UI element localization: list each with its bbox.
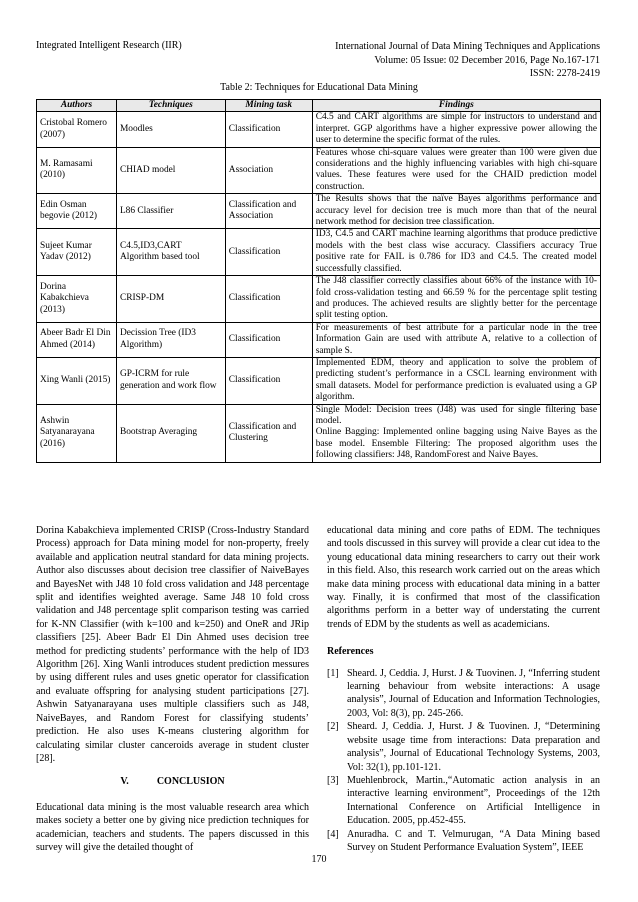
section-number: V.: [120, 776, 129, 788]
cell-technique: C4.5,ID3,CART Algorithm based tool: [116, 229, 225, 276]
cell-author: Sujeet Kumar Yadav (2012): [37, 229, 117, 276]
reference-text: Muehlenbrock, Martin.,“Automatic action analysis in an interactive learning environment”, Proceedings of the 12th International Conference on Artificial Intelligence in Education. 2005, pp.452-455.: [347, 774, 600, 827]
table-row: [37, 147, 601, 194]
col-header-mining-task: Mining task: [225, 100, 312, 112]
reference-item: [327, 774, 600, 828]
journal-header-right: [335, 40, 600, 81]
cell-findings: For measurements of best attribute for a particular node in the tree Information Gain are used with attribute A, relative to a collection of sample S.: [312, 322, 600, 357]
table-row: [37, 112, 601, 147]
table-row: [37, 404, 601, 462]
cell-findings: [312, 404, 600, 462]
cell-technique: CRISP-DM: [116, 276, 225, 323]
journal-issn: ISSN: 2278-2419: [529, 68, 600, 79]
cell-findings: The J48 classifier correctly classifies about 66% of the instance with 10-fold cross-validation testing and 66.59 % for the percentage split testing and produces. The achieved results are slightly better for the percentage split testing option.: [312, 276, 600, 323]
findings-line: Online Bagging: Implemented online bagging using Naive Bayes as the base model. Ensemble Filtering: The proposed algorithm uses the following classifiers: J48, RandomForest and Naive Bayes.: [315, 427, 597, 461]
table-caption: Table 2: Techniques for Educational Data Mining: [220, 82, 418, 93]
cell-task: Classification: [225, 229, 312, 276]
findings-line: Single Model: Decision trees (J48) was used for single filtering base model.: [315, 404, 597, 426]
journal-title: International Journal of Data Mining Techniques and Applications: [335, 41, 600, 52]
reference-item: [327, 667, 600, 721]
reference-text: Anuradha. C and T. Velmurugan, “A Data Mining based Survey on Student Performance Evaluation System”, IEEE: [347, 828, 600, 853]
left-column: [36, 524, 309, 854]
techniques-table: [36, 99, 601, 463]
cell-task: Classification: [225, 112, 312, 147]
cell-technique: GP-ICRM for rule generation and work flow: [116, 357, 225, 404]
reference-number: [2]: [327, 721, 339, 733]
cell-task: Classification: [225, 276, 312, 323]
cell-technique: Moodles: [116, 112, 225, 147]
journal-volume: Volume: 05 Issue: 02 December 2016, Page No.167-171: [374, 54, 600, 66]
cell-task: Association: [225, 147, 312, 194]
table-row: [37, 194, 601, 229]
reference-item: [327, 828, 600, 855]
table-row: [37, 322, 601, 357]
cell-task: Classification: [225, 357, 312, 404]
reference-text: Sheard. J, Ceddia. J, Hurst. J & Tuovinen. J, “Inferring student learning behaviour from website interactions: A usage analysis”, Journal of Education and Information Technologies, 2003, Vol: 8(3), pp. 245-266.: [347, 667, 600, 719]
reference-text: Sheard. J, Ceddia. J, Hurst. J & Tuovinen. J, “Determining website usage time from interactions: Data preparation and analysis”, Journal of Educational Technology Systems, 2003, Vol: 32(1), pp.101-121.: [347, 721, 600, 773]
cell-findings: C4.5 and CART algorithms are simple for instructors to understand and interpret. GGP algorithms have a higher expressive power allowing the user to determine the specific format of the rules.: [312, 112, 600, 147]
cell-findings: The Results shows that the naïve Bayes algorithms performance and accuracy level for decision tree is much more than that of the neural network method for decision tree classification.: [312, 194, 600, 229]
table-row: [37, 357, 601, 404]
col-header-findings: Findings: [312, 100, 600, 112]
cell-author: M. Ramasami (2010): [37, 147, 117, 194]
references-heading: References: [327, 646, 374, 658]
journal-header-left: Integrated Intelligent Research (IIR): [36, 40, 182, 51]
table-row: [37, 276, 601, 323]
cell-technique: Decission Tree (ID3 Algorithm): [116, 322, 225, 357]
cell-findings: ID3, C4.5 and CART machine learning algorithms that produce predictive models with the best class wise accuracy. Classifiers accuracy True positive rate for FAIL is 0.786 for ID3 and C4.5. The created model successfully classified.: [312, 229, 600, 276]
cell-author: Abeer Badr El Din Ahmed (2014): [37, 322, 117, 357]
cell-author: Ashwin Satyanarayana (2016): [37, 404, 117, 462]
cell-technique: CHIAD model: [116, 147, 225, 194]
cell-task: Classification and Clustering: [225, 404, 312, 462]
cell-task: Classification: [225, 322, 312, 357]
cell-author: Cristobal Romero (2007): [37, 112, 117, 147]
reference-item: [327, 720, 600, 774]
body-paragraph: Dorina Kabakchieva implemented CRISP (Cross-Industry Standard Process) approach for Data mining model for non-property, freely available and application neutral standard for data mining projects. Author also discusses about decision tree classifier of NaiveBayes and BayesNet with J48 10 fold cross validation and J48 percentage split and identifies weighted average. Same J48 10 fold cross validation and J48 percentage split comparison testing was carried for K-NN Classifier (with k=100 and k=250) and OneR and JRip classifiers [25]. Abeer Badr El Din Ahmed uses decision tree method for predicting students’ performance with the help of ID3 Algorithm [26]. Xing Wanli introduces student prediction messures by using different rules and uses gnetic operator for classification and evaluate offspring for analysing student participations [27]. Ashwin Satyanarayana uses multiple classifiers such as J48, NaiveBayes, and Random Forest for classifying students’ prediction. He also uses K-means clustering algorithm for calculating similar cluster canceroids average in student cluster [28].: [36, 525, 309, 764]
page-number: 170: [311, 854, 327, 865]
reference-number: [1]: [327, 667, 339, 679]
table-row: [37, 229, 601, 276]
section-title: CONCLUSION: [156, 776, 225, 788]
section-heading: [36, 775, 309, 788]
cell-author: Edin Osman begovie (2012): [37, 194, 117, 229]
cell-author: Dorina Kabakchieva (2013): [37, 276, 117, 323]
table-header-row: [37, 100, 601, 112]
cell-task: Classification and Association: [225, 194, 312, 229]
cell-findings: Implemented EDM, theory and application to solve the problem of predicting student’s performance in a CSCL learning environment with small datasets. Model for performance prediction is evaluated using a GP algorithm.: [312, 357, 600, 404]
body-paragraph: educational data mining and core paths of EDM. The techniques and tools discussed in this survey will provide a clear cut idea to the young educational data mining researchers to carry out their work in this field. Also, this research work carried out on the areas which make data mining process with educational data mining in a batter way. Finally, it is confirmed that most of the classification algorithms perform in a better way of understating the current trends of EDM by the students as well as academicians.: [327, 525, 600, 630]
right-column: [327, 524, 600, 854]
cell-author: Xing Wanli (2015): [37, 357, 117, 404]
cell-findings: Features whose chi-square values were greater than 100 were given due considerations and the highly influencing variables with high chi-square values. These features were used for the CHAID prediction model construction.: [312, 147, 600, 194]
reference-number: [4]: [327, 828, 339, 840]
cell-technique: Bootstrap Averaging: [116, 404, 225, 462]
cell-technique: L86 Classifier: [116, 194, 225, 229]
reference-number: [3]: [327, 774, 339, 786]
body-paragraph: Educational data mining is the most valuable research area which makes society a better one by giving nice prediction techniques for academician, teachers and students. The papers discussed in this survey will give the detailed thought of: [36, 801, 309, 853]
col-header-authors: Authors: [37, 100, 117, 112]
col-header-techniques: Techniques: [116, 100, 225, 112]
